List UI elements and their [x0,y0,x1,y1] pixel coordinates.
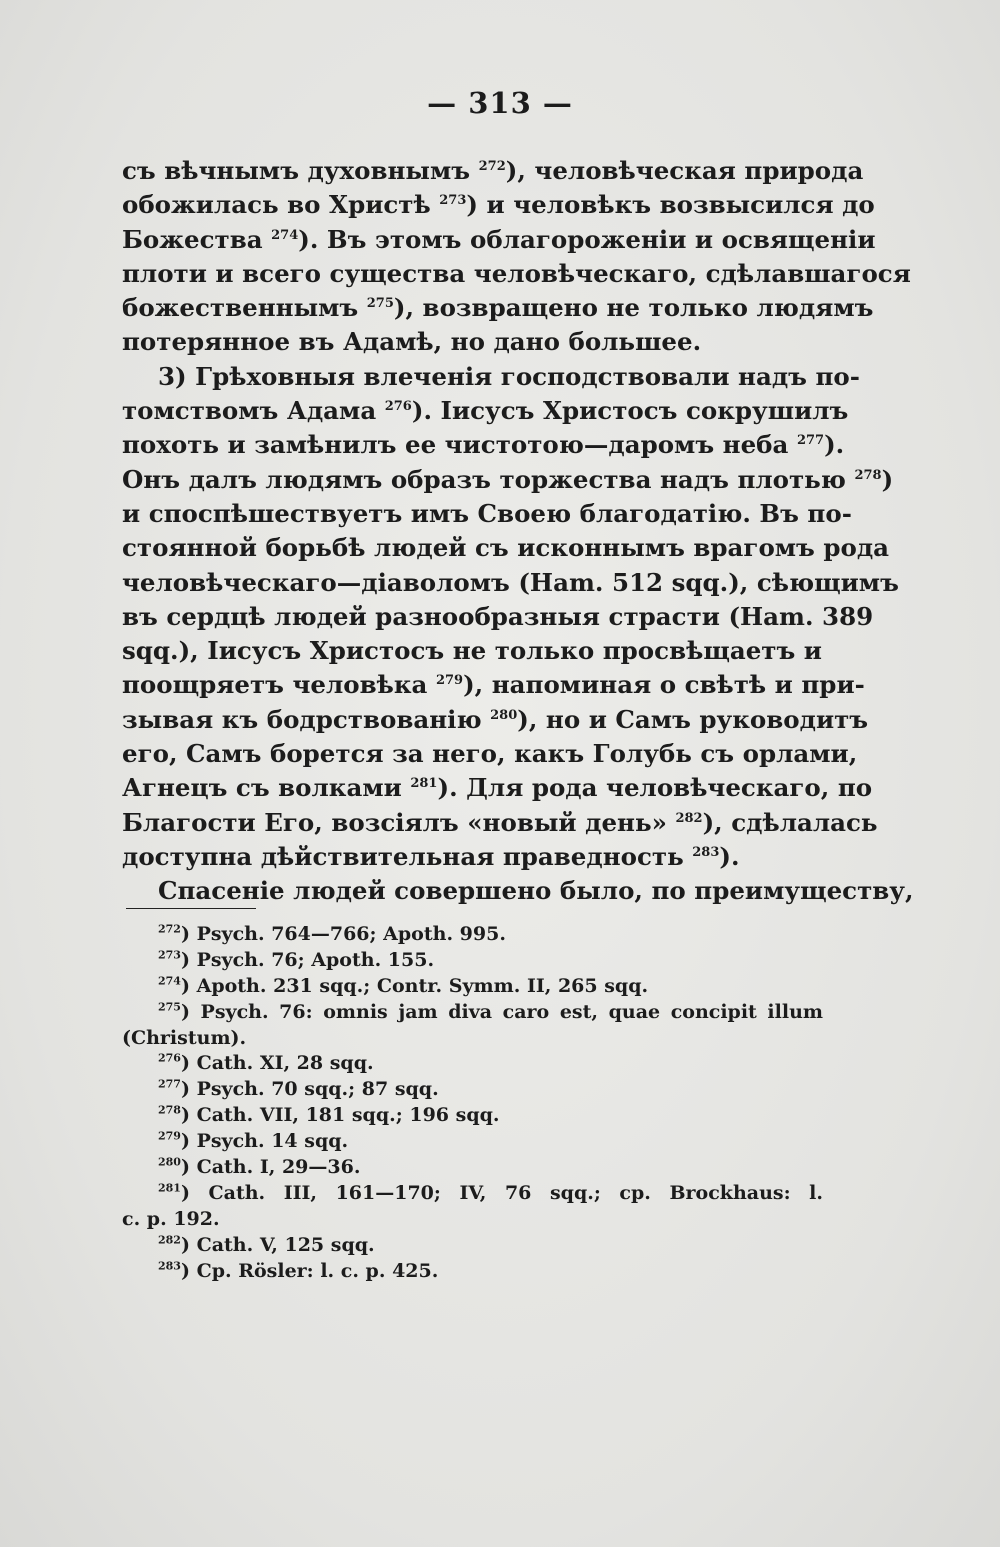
body-line: доступна дѣйствительная праведность $^{283}$). [122,841,740,871]
footnote-number: 279 [158,1129,181,1143]
body-line: Спасеніе людей совершено было, по преимуществу, [158,876,914,906]
footnote-number: 276 [158,1052,181,1066]
footnote: $^{274}$) Apoth. 231 sqq.; Contr. Symm. II, 265 sqq. [158,974,649,997]
footnote-number: 280 [158,1155,181,1169]
body-line: и споспѣшествуетъ имъ Своею благодатію. Въ по- [122,498,852,528]
footnote-ref: 273 [439,193,467,209]
footnote-number: 277 [158,1078,181,1092]
footnote: $^{281}$) Cath. III, 161—170; IV, 76 sqq.; cp. Brockhaus: l. [158,1181,823,1204]
footnote: (Christum). [122,1026,247,1049]
footnote-ref: 272 [478,158,506,174]
footnote-number: 273 [158,948,181,962]
body-line: плоти и всего существа человѣческаго, сдѣлавшагося [122,258,911,288]
footnote-ref: 280 [490,707,518,723]
body-line: стоянной борьбѣ людей съ исконнымъ врагомъ рода [122,533,890,563]
footnote-ref: 282 [675,810,703,826]
footnote-ref: 276 [384,398,412,414]
footnote-number: 283 [158,1259,181,1273]
footnote-ref: 281 [410,776,438,792]
footnote: $^{282}$) Cath. V, 125 sqq. [158,1233,375,1256]
footnotes [122,922,823,1284]
footnote: $^{283}$) Cp. Rösler: l. c. p. 425. [158,1259,439,1282]
body-line: его, Самъ борется за него, какъ Голубь съ орлами, [122,739,858,769]
body-line: похоть и замѣнилъ ее чистотою—даромъ неба $^{277}$). [122,430,845,460]
body-line: Агнецъ съ волками $^{281}$). Для рода человѣческаго, по [122,773,873,803]
footnote: $^{279}$) Psych. 14 sqq. [158,1129,349,1153]
footnote: $^{278}$) Cath. VII, 181 sqq.; 196 sqq. [158,1103,500,1127]
body-line: томствомъ Адама $^{276}$). Іисусъ Христосъ сокрушилъ [122,396,849,426]
body-line: человѣческаго—діаволомъ (Ham. 512 sqq.), сѣющимъ [122,567,899,597]
body-line: обожилась во Христѣ $^{273}$) и человѣкъ возвысился до [122,190,875,220]
footnote: $^{276}$) Cath. XI, 28 sqq. [158,1052,374,1075]
body-line: Благости Его, возсіялъ «новый день» $^{282}$), сдѣлалась [122,807,878,837]
footnote-ref: 274 [271,227,299,243]
page-number: — 313 — [427,86,573,120]
footnote-number: 281 [158,1181,181,1195]
body-line: Онъ далъ людямъ образъ торжества надъ плотью $^{278}$) [122,464,894,494]
footnote-ref: 283 [692,844,720,860]
body-line: съ вѣчнымъ духовнымъ $^{272}$), человѣческая природа [122,156,864,185]
body-line: 3) Грѣховныя влеченія господствовали надъ по- [158,361,860,391]
footnote-ref: 278 [854,467,882,483]
footnote: $^{280}$) Cath. I, 29—36. [158,1155,361,1179]
footnote-ref: 277 [796,433,825,449]
footnote: $^{277}$) Psych. 70 sqq.; 87 sqq. [158,1078,439,1101]
footnote: $^{272}$) Psych. 764—766; Apoth. 995. [158,922,506,945]
body-line: поощряетъ человѣка $^{279}$), напоминая о свѣтѣ и при- [122,670,865,700]
footnote: $^{273}$) Psych. 76; Apoth. 155. [158,948,435,971]
body-line: въ сердцѣ людей разнообразныя страсти (Ham. 389 [122,601,874,631]
footnote-number: 278 [158,1103,181,1117]
body-line: sqq.), Іисусъ Христосъ не только просвѣщаетъ и [122,636,822,666]
body-line: зывая къ бодрствованію $^{280}$), но и Самъ руководитъ [122,704,869,734]
footnote: c. p. 192. [122,1207,220,1230]
footnote-ref: 279 [435,673,464,689]
footnote-number: 282 [158,1233,181,1247]
footnote-number: 275 [158,1000,181,1014]
footnote-number: 274 [158,974,181,988]
body-line: потерянное въ Адамѣ, но дано большее. [122,327,702,357]
body-line: божественнымъ $^{275}$), возвращено не только людямъ [122,293,874,323]
footnote: $^{275}$) Psych. 76: omnis jam diva caro est, quae concipit illum [158,1000,823,1023]
footnote-ref: 275 [366,296,394,312]
body-line: Божества $^{274}$). Въ этомъ облагороженіи и освященіи [122,224,876,254]
footnote-number: 272 [158,922,181,936]
body-text [122,154,914,909]
footnote-divider [126,908,256,909]
